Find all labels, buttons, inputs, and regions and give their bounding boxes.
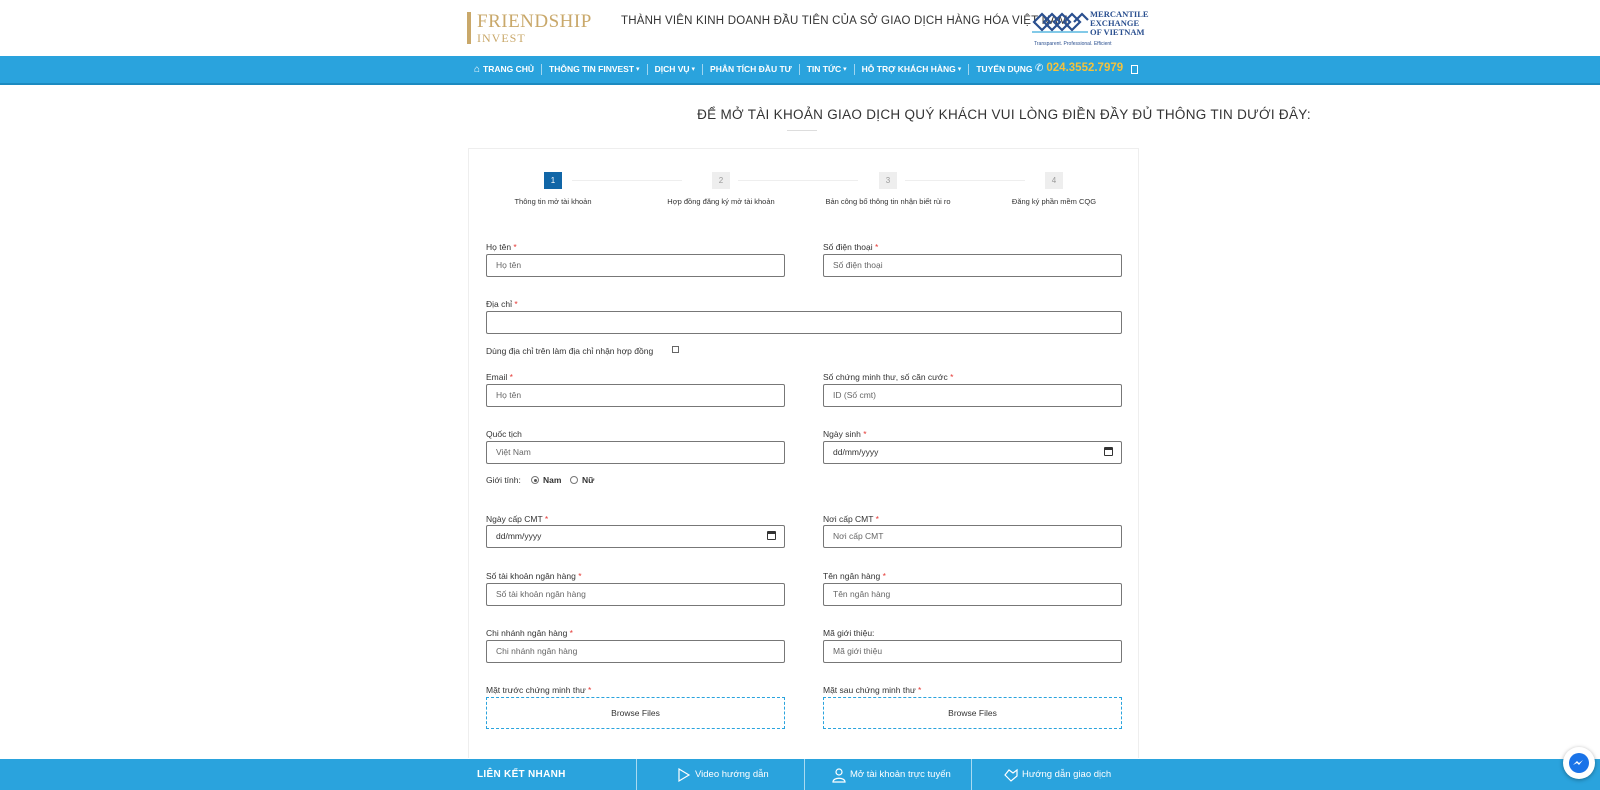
gender-male-label: Nam: [543, 475, 562, 485]
nav-item-home[interactable]: ⌂ TRANG CHỦ: [467, 64, 542, 75]
calendar-icon[interactable]: [1104, 447, 1113, 456]
same-address-checkbox[interactable]: [672, 346, 679, 353]
step-2-label: Hợp đồng đăng ký mở tài khoản: [667, 197, 775, 206]
id-front-label: Mặt trước chứng minh thư *: [486, 685, 592, 695]
nationality-input[interactable]: Việt Nam: [486, 441, 785, 464]
bank-account-label: Số tài khoản ngân hàng *: [486, 571, 582, 581]
chevron-down-icon: ▾: [636, 66, 640, 73]
logo-bar: [467, 12, 471, 44]
gender-female-label: Nữ: [582, 475, 595, 485]
nav-item-news[interactable]: TIN TỨC ▾: [800, 64, 855, 75]
id-back-label: Mặt sau chứng minh thư *: [823, 685, 922, 695]
nationality-label: Quốc tịch: [486, 429, 522, 439]
step-connector: [905, 180, 1025, 181]
mxv-logo-text: MERCANTILE EXCHANGE OF VIETNAM: [1090, 9, 1149, 37]
site-header: [0, 0, 1600, 56]
home-icon: ⌂: [474, 64, 481, 75]
birthday-date-input[interactable]: dd/mm/yyyy: [823, 441, 1122, 464]
id-issue-date-label: Ngày cấp CMT *: [486, 514, 549, 524]
id-number-label: Số chứng minh thư, số căn cước *: [823, 372, 954, 382]
same-address-label: Dùng địa chỉ trên làm địa chỉ nhận hợp đồng: [486, 346, 654, 356]
page-title: ĐỂ MỞ TÀI KHOẢN GIAO DỊCH QUÝ KHÁCH VUI LÒNG ĐIỀN ĐẦY ĐỦ THÔNG TIN DƯỚI ĐÂY:: [697, 107, 1311, 122]
logo-line1: FRIENDSHIP: [477, 11, 592, 32]
footer-divider: [636, 759, 637, 790]
nav-item-support[interactable]: HỖ TRỢ KHÁCH HÀNG ▾: [855, 64, 970, 75]
step-1-label: Thông tin mở tài khoản: [514, 197, 592, 206]
step-2[interactable]: 2: [712, 172, 730, 189]
phone-icon: ✆: [1035, 62, 1044, 74]
step-4-label: Đăng ký phần mềm CQG: [1011, 197, 1097, 206]
bank-name-label: Tên ngân hàng *: [823, 571, 886, 581]
id-issue-place-input[interactable]: Nơi cấp CMT: [823, 525, 1122, 548]
messenger-icon: [1568, 752, 1590, 774]
birthday-label: Ngày sinh *: [823, 429, 867, 439]
footer-video-guide-link[interactable]: Video hướng dẫn: [676, 759, 769, 790]
step-connector: [738, 180, 858, 181]
id-issue-date-input[interactable]: dd/mm/yyyy: [486, 525, 785, 548]
id-front-upload-button[interactable]: Browse Files: [486, 697, 785, 729]
step-3-label: Bản công bố thông tin nhận biết rủi ro: [825, 197, 951, 206]
bank-branch-label: Chi nhánh ngân hàng *: [486, 628, 573, 638]
footer-divider: [804, 759, 805, 790]
calendar-icon[interactable]: [767, 531, 776, 540]
bank-branch-input[interactable]: Chi nhánh ngân hàng: [486, 640, 785, 663]
bank-name-input[interactable]: Tên ngân hàng: [823, 583, 1122, 606]
gender-label: Giới tính:: [486, 475, 521, 485]
fullname-input[interactable]: Họ tên: [486, 254, 785, 277]
address-input[interactable]: [486, 311, 1122, 334]
friendship-invest-logo[interactable]: [467, 12, 592, 44]
title-divider: [787, 130, 817, 131]
footer-divider: [971, 759, 972, 790]
nav-item-careers[interactable]: TUYỂN DỤNG: [976, 64, 1033, 74]
address-label: Địa chỉ *: [486, 299, 518, 309]
referral-label: Mã giới thiệu:: [823, 628, 875, 638]
nav-item-services[interactable]: DỊCH VỤ ▾: [648, 64, 703, 75]
fullname-label: Họ tên *: [486, 242, 517, 252]
email-label: Email *: [486, 372, 513, 382]
chevron-down-icon: ▾: [957, 66, 962, 73]
messenger-chat-button[interactable]: [1563, 747, 1595, 779]
step-1[interactable]: 1: [544, 172, 562, 189]
email-input[interactable]: Họ tên: [486, 384, 785, 407]
gender-male-radio[interactable]: [531, 476, 539, 484]
mxv-slogan: Transparent. Professional. Efficient: [1034, 41, 1112, 47]
bank-account-input[interactable]: Số tài khoản ngân hàng: [486, 583, 785, 606]
footer-trading-guide-link[interactable]: Hướng dẫn giao dịch: [1003, 759, 1111, 790]
step-4[interactable]: 4: [1045, 172, 1063, 189]
gender-female-radio[interactable]: [570, 476, 578, 484]
footer-open-account-link[interactable]: Mở tài khoản trực tuyến: [831, 759, 951, 790]
chevron-down-icon: ▾: [691, 66, 696, 73]
header-tagline: THÀNH VIÊN KINH DOANH ĐẦU TIÊN CỦA SỞ GIAO DỊCH HÀNG HÓA VIỆT NAM: [621, 15, 1068, 27]
quick-links-title: LIÊN KẾT NHANH: [477, 769, 566, 780]
chevron-down-icon: ▾: [843, 66, 847, 73]
footer-quick-links: [0, 759, 1600, 790]
hotline[interactable]: ✆ 024.3552.7979: [1035, 62, 1124, 74]
referral-input[interactable]: Mã giới thiệu: [823, 640, 1122, 663]
nav-item-analysis[interactable]: PHÂN TÍCH ĐẦU TƯ: [703, 64, 800, 75]
id-back-upload-button[interactable]: Browse Files: [823, 697, 1122, 729]
handshake-icon: [1003, 767, 1019, 783]
menu-toggle-icon[interactable]: [1131, 65, 1138, 74]
logo-line2: INVEST: [477, 31, 526, 45]
play-icon: [676, 767, 692, 783]
id-issue-place-label: Nơi cấp CMT *: [823, 514, 879, 524]
id-number-input[interactable]: ID (Số cmt): [823, 384, 1122, 407]
main-nav: [0, 56, 1600, 85]
step-connector: [572, 180, 682, 181]
step-3[interactable]: 3: [879, 172, 897, 189]
phone-input[interactable]: Số điện thoại: [823, 254, 1122, 277]
user-icon: [831, 767, 847, 783]
nav-item-finvest-info[interactable]: THÔNG TIN FINVEST ▾: [542, 64, 648, 75]
phone-label: Số điện thoại *: [823, 242, 879, 252]
